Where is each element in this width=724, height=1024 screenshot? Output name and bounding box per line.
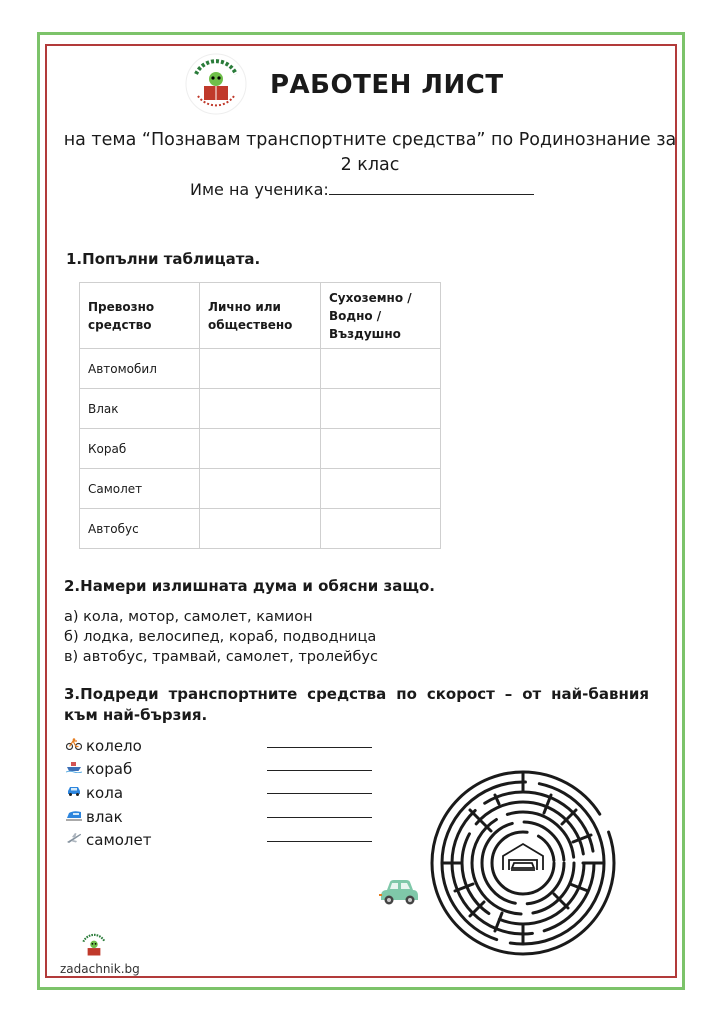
list-item [66,758,152,782]
airplane-icon [66,832,86,848]
vehicle-label: самолет [86,831,152,850]
question-3-title: 3.Подреди транспортните средства по скорост – от най-бавния към най-бързия. [64,685,649,724]
site-url: zadachnik.bg [60,962,140,976]
table-cell-vehicle: Автомобил [80,349,200,389]
table-row [80,389,441,429]
question-1-title: 1.Попълни таблицата. [66,250,261,268]
option-b: б) лодка, велосипед, кораб, подводница [64,629,377,645]
student-name-line[interactable] [329,180,534,195]
table-row [80,509,441,549]
table-row [80,429,441,469]
vehicle-label: кола [86,783,124,802]
car-icon [66,785,86,801]
table-cell-vehicle: Кораб [80,429,200,469]
table-row [80,469,441,509]
vehicle-label: кораб [86,760,133,779]
list-item [66,781,152,805]
answer-line[interactable] [267,792,372,794]
transport-table [79,282,441,549]
table-row [80,349,441,389]
table-cell-answer[interactable] [200,349,321,389]
answer-line[interactable] [267,746,372,748]
student-name-label: Име на ученика: [190,180,329,199]
table-cell-answer[interactable] [200,389,321,429]
option-c: в) автобус, трамвай, самолет, тролейбус [64,649,378,665]
list-item [66,734,152,758]
table-cell-answer[interactable] [321,429,441,469]
table-cell-answer[interactable] [321,509,441,549]
vehicle-list [66,734,152,852]
train-icon [66,809,86,825]
table-header: Превозно средство [80,283,200,349]
table-cell-answer[interactable] [200,509,321,549]
table-cell-answer[interactable] [200,429,321,469]
green-car-icon [377,876,421,908]
table-cell-vehicle: Влак [80,389,200,429]
bicycle-icon [66,738,86,754]
page-title: РАБОТЕН ЛИСТ [270,70,504,100]
table-cell-answer[interactable] [321,349,441,389]
option-a: а) кола, мотор, самолет, камион [64,609,313,625]
list-item [66,828,152,852]
student-name-field[interactable] [190,180,534,199]
page-subtitle: на тема “Познавам транспортните средства” по Родинознание за 2 клас [63,130,677,175]
zadachnik-logo-icon [184,52,248,116]
table-header: Лично или обществено [200,283,321,349]
circular-maze-icon [428,768,618,958]
table-header: Сухоземно / Водно / Въздушно [321,283,441,349]
table-cell-vehicle: Автобус [80,509,200,549]
answer-line[interactable] [267,816,372,818]
question-2-options [64,607,378,667]
zadachnik-logo-small-icon [77,930,111,964]
ship-icon [66,761,86,777]
list-item [66,805,152,829]
table-cell-vehicle: Самолет [80,469,200,509]
table-cell-answer[interactable] [321,469,441,509]
vehicle-label: колело [86,736,142,755]
table-cell-answer[interactable] [200,469,321,509]
vehicle-label: влак [86,807,123,826]
table-cell-answer[interactable] [321,389,441,429]
answer-line[interactable] [267,840,372,842]
answer-line[interactable] [267,769,372,771]
question-2-title: 2.Намери излишната дума и обясни защо. [64,577,435,595]
